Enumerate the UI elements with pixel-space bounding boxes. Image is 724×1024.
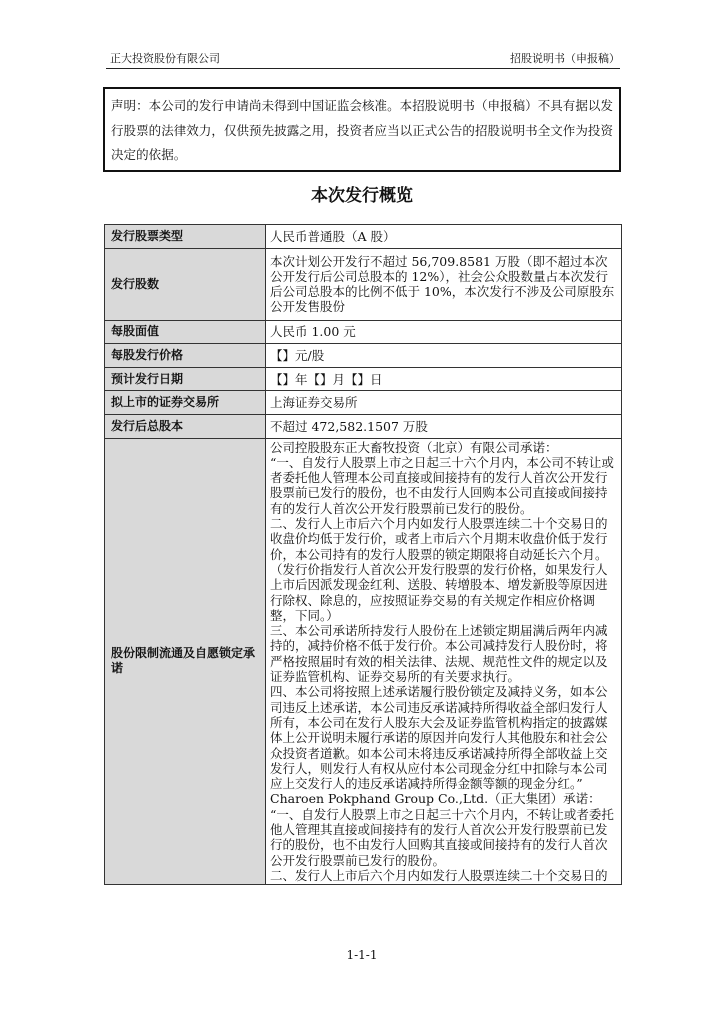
- lockup-paragraph: “一、自发行人股票上市之日起三十六个月内，不转让或者委托他人管理其直接或间接持有的发行人首次公开发行股票前已发行的股份，也不由发行人回购其直接或间接持有的发行人首次公开发行股票前已发行的股份。: [270, 806, 614, 868]
- header-divider: [106, 68, 620, 69]
- row-label: 预计发行日期: [105, 367, 266, 391]
- row-label: 发行后总股本: [105, 414, 266, 438]
- table-row: [105, 225, 622, 249]
- row-label: 每股发行价格: [105, 344, 266, 368]
- table-row: [105, 414, 622, 438]
- table-row: [105, 248, 622, 320]
- disclaimer-box: 声明：本公司的发行申请尚未得到中国证监会核准。本招股说明书（申报稿）不具有据以发行股票的法律效力，仅供预先披露之用，投资者应当以正式公告的招股说明书全文作为投资决定的依据。: [103, 87, 621, 172]
- lockup-paragraph: 四、本公司将按照上述承诺履行股份锁定及减持义务，如本公司违反上述承诺，本公司违反承诺减持所得收益全部归发行人所有，本公司在发行人股东大会及证券监管机构指定的披露媒体上公开说明未履行承诺的原因并向发行人其他股东和社会公众投资者道歉。如本公司未将违反承诺减持所得全部收益上交发行人，则发行人有权从应付本公司现金分红中扣除与本公司应上交发行人的违反承诺减持所得金额等额的现金分红。”: [270, 684, 608, 792]
- lockup-paragraph: 公司控股股东正大畜牧投资（北京）有限公司承诺：: [270, 439, 558, 455]
- row-value: 上海证券交易所: [266, 391, 622, 415]
- page-header: [106, 51, 620, 67]
- lockup-paragraph: 三、本公司承诺所持发行人股份在上述锁定期届满后两年内减持的，减持价格不低于发行价。本公司减持发行人股份时，将严格按照届时有效的相关法律、法规、规范性文件的规定以及证券监管机构、证券交易所的有关要求执行。: [270, 623, 608, 685]
- row-value: 不超过 472,582.1507 万股: [266, 414, 622, 438]
- header-doc-type: 招股说明书（申报稿）: [510, 52, 620, 65]
- row-value: 【】元/股: [266, 344, 622, 368]
- table-row: [105, 320, 622, 344]
- lockup-paragraph: Charoen Pokphand Group Co.,Ltd.（正大集团）承诺：: [270, 791, 601, 807]
- row-value: 人民币 1.00 元: [266, 320, 622, 344]
- row-value: 人民币普通股（A 股）: [266, 225, 622, 249]
- row-label: 发行股票类型: [105, 225, 266, 249]
- offering-summary-table: [104, 224, 622, 885]
- table-row: [105, 438, 622, 885]
- lockup-paragraph: “一、自发行人股票上市之日起三十六个月内，本公司不转让或者委托他人管理本公司直接或间接持有的发行人首次公开发行股票前已发行的股份，也不由发行人回购本公司直接或间接持有的发行人首次公开发行股票前已发行的股份。: [270, 454, 614, 516]
- row-label: 发行股数: [105, 248, 266, 320]
- row-label: 拟上市的证券交易所: [105, 391, 266, 415]
- header-company: 正大投资股份有限公司: [110, 52, 220, 65]
- row-label: 每股面值: [105, 320, 266, 344]
- table-row: [105, 367, 622, 391]
- table-row: [105, 344, 622, 368]
- table-row: [105, 391, 622, 415]
- page-number: 1-1-1: [346, 948, 378, 962]
- row-value: 【】年【】月【】日: [266, 367, 622, 391]
- lockup-paragraph: 二、发行人上市后六个月内如发行人股票连续二十个交易日的收盘价均低于发行价，或者上市后六个月期末收盘价低于发行价，本公司持有的发行人股票的锁定期限将自动延长六个月。（发行价指发行人首次公开发行股票的发行价格，如果发行人上市后因派发现金红利、送股、转增股本、增发新股等原因进行除权、除息的，应按照证券交易的有关规定作相应价格调整，下同。）: [270, 516, 608, 623]
- page-title: 本次发行概览: [311, 186, 413, 206]
- lockup-paragraph: 二、发行人上市后六个月内如发行人股票连续二十个交易日的: [270, 867, 608, 883]
- lockup-label: 股份限制流通及自愿锁定承诺: [105, 438, 266, 885]
- lockup-commitments: [266, 438, 622, 885]
- row-value: 本次计划公开发行不超过 56,709.8581 万股（即不超过本次公开发行后公司总股本的 12%），社会公众股数量占本次发行后公司总股本的比例不低于 10%，本次发行不涉及公司原股东公开发售股份: [266, 248, 622, 320]
